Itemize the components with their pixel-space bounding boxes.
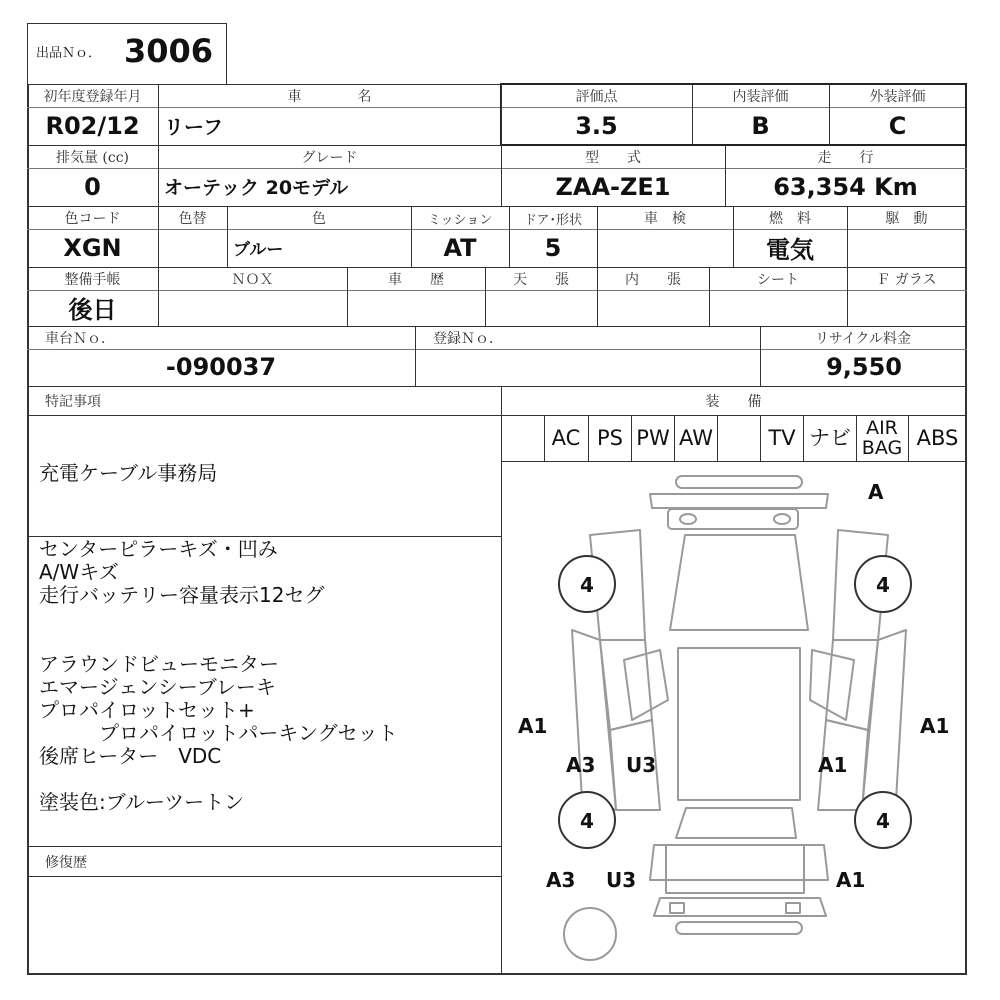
nox-label: ＮＯＸ [231, 272, 274, 288]
mark-front: A [868, 480, 884, 504]
fuel-value: 電気 [766, 236, 814, 264]
car-name-value: リーフ [164, 115, 223, 139]
mark-tire-rl: 4 [580, 809, 594, 833]
color-change-value [158, 229, 227, 266]
chassis-label: 車台Ｎｏ． [45, 331, 115, 347]
first-reg-value: R02/12 [45, 111, 140, 140]
nox-value [158, 290, 347, 325]
mark-tire-fr: 4 [876, 573, 890, 597]
notes-label: 特記事項 [45, 394, 101, 410]
color-change-label: 色替 [178, 211, 207, 227]
exterior-grade-label: 外装評価 [869, 89, 926, 105]
interior-grade-value: B [751, 111, 770, 140]
first-reg-label: 初年度登録年月 [43, 89, 142, 105]
equip-pw: PW [636, 426, 670, 450]
score-value: 3.5 [575, 111, 618, 140]
mark-rear-a3: A3 [546, 868, 576, 892]
f-glass-value [847, 290, 966, 325]
displacement-label: 排気量 (cc) [55, 150, 130, 166]
exterior-grade-value: C [888, 111, 907, 140]
chassis-value: -090037 [165, 353, 277, 381]
service-book-label: 整備手帳 [64, 272, 121, 288]
reg-no-label: 登録Ｎｏ． [433, 331, 503, 347]
ceiling-label: 天 張 [513, 272, 569, 288]
drive-value [847, 229, 966, 266]
lot-number-box [27, 23, 227, 84]
score-label: 評価点 [575, 89, 618, 105]
mark-tire-fl: 4 [580, 573, 594, 597]
mark-left-u3: U3 [626, 753, 657, 777]
displacement-value: 0 [84, 172, 101, 201]
equip-slot-blank-1 [528, 416, 544, 460]
transmission-value: AT [443, 233, 477, 262]
service-book-value: 後日 [68, 296, 117, 324]
reg-no-value [415, 349, 760, 385]
notes-box-1: 充電ケーブル事務局 [39, 461, 218, 485]
interior-trim-label: 内 張 [625, 272, 681, 288]
seat-label: シート [757, 272, 799, 288]
equip-abs: ABS [916, 426, 959, 450]
grade-value: オーテック 20モデル [164, 177, 349, 199]
repair-history-label: 修復歴 [45, 855, 87, 871]
repair-history-value [27, 878, 501, 973]
lot-number-value: 3006 [124, 32, 214, 70]
car-damage-diagram [502, 462, 967, 972]
equip-navi: ナビ [809, 426, 851, 450]
recycle-fee-label: リサイクル料金 [814, 331, 912, 347]
interior-trim-value [597, 290, 709, 325]
equipment-label: 装 備 [705, 394, 762, 410]
recycle-fee-value: 9,550 [826, 353, 902, 381]
transmission-label: ミッション [427, 212, 493, 228]
equip-ac: AC [551, 426, 581, 450]
car-name-label: 車 名 [287, 89, 372, 105]
color-code-label: 色コード [64, 211, 121, 227]
mileage-label: 走 行 [817, 150, 874, 166]
interior-grade-label: 内装評価 [732, 89, 789, 105]
seat-value [709, 290, 847, 325]
color-value: ブルー [233, 240, 284, 260]
equip-tv: TV [768, 426, 796, 450]
mark-right-side: A1 [920, 714, 950, 738]
history-value [347, 290, 485, 325]
mark-rear-a1: A1 [836, 868, 866, 892]
inspection-value [597, 229, 733, 266]
model-label: 型 式 [585, 150, 641, 166]
mark-right-a1: A1 [818, 753, 848, 777]
lot-number-label: 出品Ｎｏ． [36, 46, 102, 61]
equip-aw: AW [679, 426, 713, 450]
mark-tire-rr: 4 [876, 809, 890, 833]
door-shape-value: 5 [544, 233, 562, 262]
ceiling-value [485, 290, 597, 325]
f-glass-label: Ｆ ガラス [876, 272, 937, 288]
equip-ps: PS [597, 426, 623, 450]
color-label: 色 [312, 211, 326, 227]
color-code-value: XGN [63, 233, 122, 262]
drive-label: 駆 動 [885, 211, 928, 227]
mark-left-side: A1 [518, 714, 548, 738]
model-value: ZAA-ZE1 [555, 172, 671, 201]
mark-left-a3: A3 [566, 753, 596, 777]
door-shape-label: ドア･形状 [523, 212, 583, 228]
equip-airbag: AIR BAG [861, 417, 903, 459]
mark-rear-u3: U3 [606, 868, 637, 892]
inspection-label: 車 検 [644, 211, 686, 227]
equip-slot-blank-2 [718, 416, 760, 460]
history-label: 車 歴 [388, 272, 444, 288]
notes-box-2: センターピラーキズ・凹み A/Wキズ 走行バッテリー容量表示12セグ アラウンドビューモニター エマージェンシーブレーキ プロパイロットセット+ プロパイロットパーキングセット 後席ヒーター VDC 塗装色:ブルーツートン [39, 537, 398, 814]
grade-label: グレード [301, 150, 358, 166]
mileage-value: 63,354 Km [773, 172, 918, 201]
fuel-label: 燃 料 [769, 211, 811, 227]
